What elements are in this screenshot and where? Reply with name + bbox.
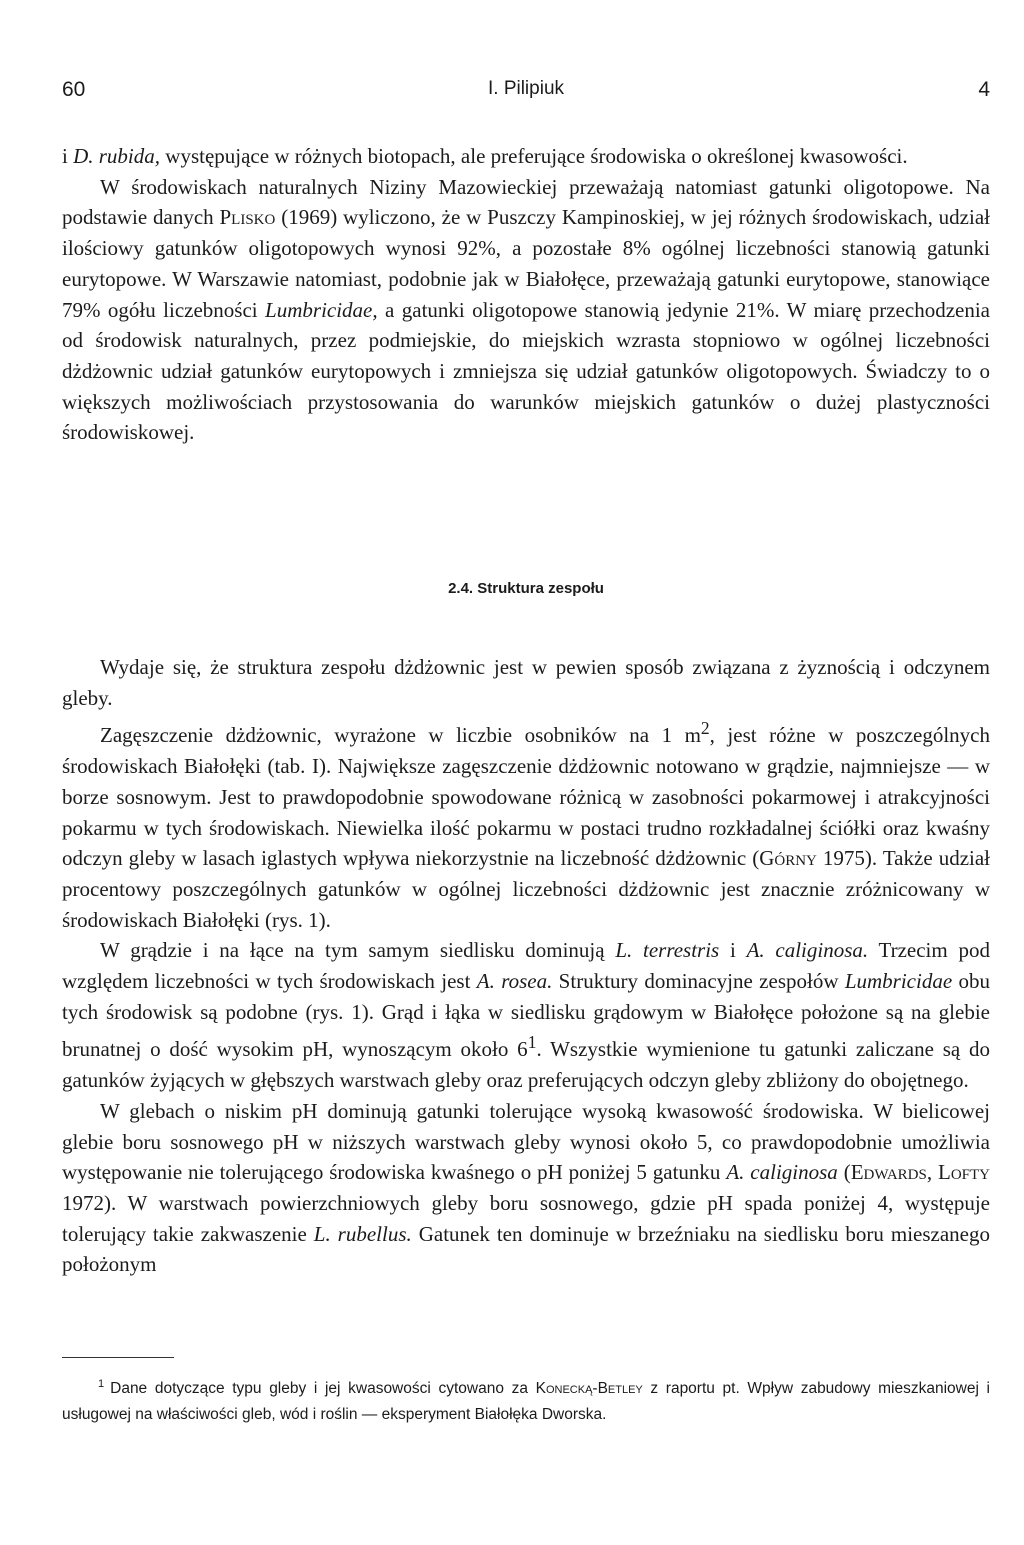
text-run: . Wszystkie wymienione tu gatunki zaliczane są do gatunków żyjących w głębszych warstwach gleby oraz preferujących odczyn gleby zbliżony do obojętnego. <box>62 1037 990 1093</box>
species-name: L. terrestris <box>615 938 720 963</box>
footnote-divider <box>62 1357 174 1358</box>
footnote <box>62 1371 990 1428</box>
text-run: Wydaje się, że struktura zespołu dżdżownic jest w pewien sposób związana z żyznością i odczynem gleby. <box>62 655 990 710</box>
text-run: W glebach o niskim pH dominują gatunki tolerujące wysoką kwasowość środowiska. W bielicowej glebie boru sosnowego pH w niższych warstwach gleby wynosi około 5, co prawdopodobnie umożliwia występowanie nie tolerującego środowiska kwaśnego o pH poniżej 5 gatunku <box>62 1098 990 1185</box>
running-head-author: I. Pilipiuk <box>487 78 565 99</box>
body-text-block-1 <box>62 141 990 448</box>
document-page <box>62 0 990 1545</box>
page-number: 60 <box>62 78 86 101</box>
author-citation: Lofty <box>938 1160 991 1185</box>
footnote-text: z raportu pt. Wpływ zabudowy mieszkaniowej i usługowej na właściwości gleb, wód i roślin — eksperyment Białołęka Dworska. <box>62 1380 991 1424</box>
author-citation: Edwards <box>850 1160 927 1185</box>
text-run: , <box>926 1160 939 1185</box>
taxon-name: Lumbricidae <box>844 969 953 994</box>
text-run: W grądzie i na łące na tym samym siedlisku dominują <box>100 938 616 963</box>
species-name: A. rosea. <box>476 969 553 994</box>
species-name: A. caliginosa. <box>746 938 869 963</box>
text-run: Struktury dominacyjne zespołów <box>552 969 845 994</box>
text-run: Zagęszczenie dżdżownic, wyrażone w liczbie osobników na 1 m <box>100 723 701 748</box>
paragraph-1 <box>62 141 990 172</box>
footnote-text: Dane dotyczące typu gleby i jej kwasowości cytowano za <box>110 1380 536 1398</box>
text-run: i <box>719 938 747 963</box>
text-run: Gatunek ten dominuje w brzeźniaku na siedlisku boru mieszanego położonym <box>62 1221 990 1277</box>
text-run: a gatunki oligotopowe stanowią jedynie 21%. W miarę przechodzenia od środowisk naturalnych, przez podmiejskie, do miejskich wzrasta stopniowo w ogólnej liczebności dżdżownic udział gatunków eurytopowych i zmniejsza się udział gatunków oligotopowych. Świadczy to o większych możliwościach przystosowania do warunków miejskich gatunków o dużej plastyczności środowiskowej. <box>62 297 990 445</box>
author-citation: Górny <box>759 846 817 871</box>
text-run: ( <box>837 1160 851 1185</box>
paragraph-6 <box>62 1096 990 1280</box>
species-name: D. rubida, <box>73 144 161 168</box>
text-run: 1975). Także udział procentowy poszczególnych gatunków w ogólnej liczebności dżdżownic jest znacznie zróżnicowany w środowiskach Białołęki (rys. 1). <box>62 846 990 932</box>
running-head <box>62 78 990 106</box>
text-run: , jest różne w poszczególnych środowiskach Białołęki (tab. I). Największe zagęszczenie dżdżownic notowano w grądzie, najmniejsze — w borze sosnowym. Jest to prawdopodobnie spowodowane różnicą w zasobności pokarmowej i atrakcyjności pokarmu w tych środowiskach. Niewielka ilość pokarmu w postaci trudno rozkładalnej ściółki oraz kwaśny odczyn gleby w lasach iglastych wpływa niekorzystnie na liczebność dżdżownic ( <box>62 723 990 871</box>
author-citation: Konecką-Betley <box>535 1380 643 1398</box>
text-run: obu tych środowisk są podobne (rys. 1). Grąd i łąka w siedlisku grądowym w Białołęce położone są na glebie brunatnej o dość wysokim pH, wynoszącym około 6 <box>62 969 990 1062</box>
text-run: W środowiskach naturalnych Niziny Mazowieckiej przeważają natomiast gatunki oligotopowe. Na podstawie danych <box>62 174 990 230</box>
section-number: 4 <box>978 78 990 101</box>
taxon-name: Lumbricidae, <box>265 297 378 322</box>
paragraph-5 <box>62 935 990 1096</box>
text-run: (1969) wyliczono, że w Puszczy Kampinoskiej, w jej różnych środowiskach, udział ilościowy gatunków oligotopowych wynosi 92%, a pozostałe 8% ogólnej liczebności stanowią gatunki eurytopowe. W Warszawie natomiast, podobnie jak w Białołęce, przeważają gatunki eurytopowe, stanowiące 79% ogółu liczebności <box>62 205 990 322</box>
paragraph-3 <box>62 652 990 713</box>
footnote-reference: 1 <box>527 1032 537 1053</box>
text-run: Trzecim pod względem liczebności w tych środowiskach jest <box>62 938 990 994</box>
text-run: występujące w różnych biotopach, ale preferujące środowiska o określonej kwasowości. <box>160 144 908 168</box>
paragraph-2 <box>62 172 990 448</box>
footnote-mark: 1 <box>98 1378 105 1390</box>
species-name: A. caliginosa <box>726 1160 838 1185</box>
text-run: 1972). W warstwach powierzchniowych gleby boru sosnowego, gdzie pH spada poniżej 4, występuje tolerujący takie zakwaszenie <box>62 1190 990 1246</box>
superscript: 2 <box>700 718 710 739</box>
author-citation: Plisko <box>219 205 276 230</box>
species-name: L. rubellus. <box>313 1221 412 1246</box>
text-run: i <box>62 144 74 168</box>
section-heading: 2.4. Struktura zespołu <box>448 580 604 597</box>
paragraph-4 <box>62 713 990 935</box>
body-text-block-2 <box>62 652 990 1280</box>
